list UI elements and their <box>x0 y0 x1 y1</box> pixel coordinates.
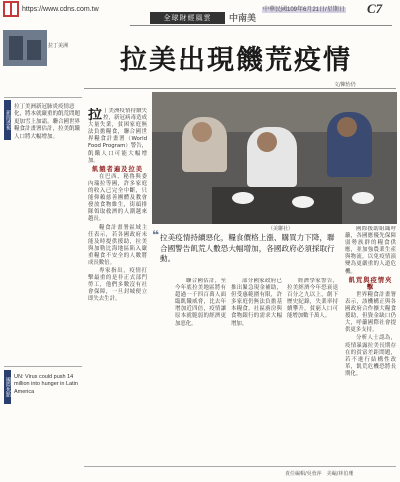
footer-divider <box>84 466 396 467</box>
article-column <box>345 226 396 462</box>
site-url[interactable]: https://www.cdns.com.tw <box>22 6 99 13</box>
article-column <box>88 108 147 448</box>
sidebar-section-tag: 國際焦點 <box>4 370 11 404</box>
article-paragraph: 分析人士認為，疫情暴露拉美長期存在的貧富差距問題，若不進行結構性改革，飢荒危機恐將長期化。 <box>345 335 396 377</box>
article-byline: 文/陳怡仍 <box>334 82 356 88</box>
article-paragraph: 國際援助組織呼籲，各國應優先保障弱勢族群的糧食供應，並加強農業生產與物流，以免疫情演變為更嚴重的人道危機。 <box>345 226 396 275</box>
article-column <box>231 278 282 462</box>
section-label: 中南美 <box>229 14 257 24</box>
newspaper-logo-icon <box>3 1 19 17</box>
pull-quote: 拉美疫情持續惡化，糧食價格上漲、購買力下降，聯合國警告飢荒人數恐大幅增加，各國政府必須採取行動。 <box>160 233 335 263</box>
quote-mark-icon: ❝ <box>152 228 160 242</box>
article-column <box>287 278 338 462</box>
article-paragraph: 聯合國估計，至今年底拉美地區將有超過一千四百萬人面臨飢餓威脅，比去年增加近四倍，疫情讓原本就脆弱的經濟更加惡化。 <box>175 278 226 327</box>
article-paragraph: 在巴西、秘魯與委內瑞拉等國，許多家庭的收入已完全中斷，只能仰賴慈善團體及教會發放食物維生，街頭排隊領取救濟的人潮越來越長。 <box>88 173 147 223</box>
sidebar-section-tag: 新聞透視 <box>4 100 11 140</box>
sidebar-divider <box>4 366 82 367</box>
article-photo <box>152 92 397 224</box>
issue-date: 中華民國109年6月21日/星期日 <box>263 7 345 13</box>
sidebar-thumbnail-caption: 拉丁美洲 <box>48 43 69 49</box>
article-subheading: 飢餓者遍及拉美 <box>91 165 144 173</box>
sidebar-thumbnail-image <box>3 30 47 66</box>
article-paragraph: 糧食計畫署區域主任表示，若各國政府未能及時提供援助，拉美與加勒比海地區陷入嚴重糧食不安全的人數將成長數倍。 <box>88 224 147 266</box>
page-number: C7 <box>367 1 383 16</box>
article-paragraph: 專家指出，疫情打擊最重的是非正式部門勞工，他們多數沒有社會保障，一旦封城便立即失去生計。 <box>88 268 147 303</box>
article-paragraph: 拉丁美洲疫情持續失控，新冠病毒造成大量失業，貧困家庭無法負擔糧食，聯合國世界糧食計畫署（World Food Program）警告，飢餓人口可能大幅增加。 <box>88 108 147 164</box>
title-divider <box>84 88 396 89</box>
sidebar-divider <box>4 97 82 98</box>
article-paragraph: 世界糧食計畫署表示，該機構正與各國政府合作擴大糧食援助，但資金缺口仍大，呼籲國際社會提供更多支持。 <box>345 291 396 334</box>
article-subheading: 飢荒與疫情夾擊 <box>348 276 393 291</box>
page-credits: 責任編輯/吳蓉萍 美編/林伯珊 <box>285 471 354 477</box>
article-paragraph: 部分國家政府已推出緊急現金補助，但受惠範圍有限，許多家庭仍無法負擔基本糧食，社區廚房與食物銀行的需求大幅增加。 <box>231 278 282 327</box>
drop-cap: 拉 <box>88 108 102 123</box>
column-banner: 全球財經風雲 <box>150 12 225 24</box>
photo-credit: （美聯社） <box>268 226 294 232</box>
header-divider <box>130 25 392 26</box>
article-headline: 拉美出現饑荒疫情 <box>120 45 352 76</box>
article-column <box>175 278 226 462</box>
article-paragraph: 經濟學家警告，拉美經濟今年恐衰退百分之九以上，創下歷史紀錄，失業率持續攀升，貧窮人口可能增加數千萬人。 <box>287 278 338 320</box>
sidebar-brief-english: UN: Virus could push 14 million into hunger in Latin America <box>14 374 78 395</box>
sidebar-brief-chinese: 拉丁美洲新冠肺炎疫情惡化，將本就嚴重的飢荒問題更加雪上加霜。聯合國世界糧食計畫署估計，拉美飢餓人口將大幅增加。 <box>14 104 81 140</box>
